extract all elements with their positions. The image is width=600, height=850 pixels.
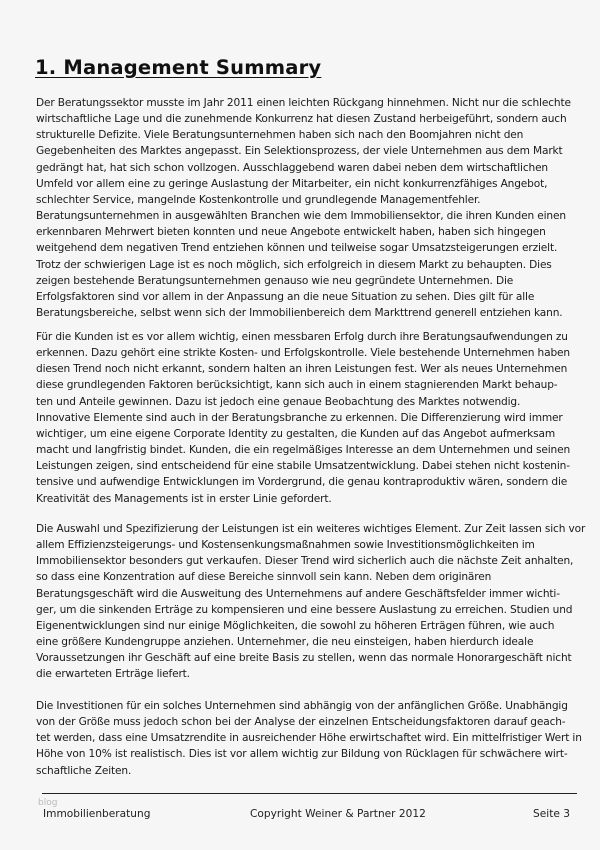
text-line: Für die Kunden ist es vor allem wichtig, einen messbaren Erfolg durch ihre Beratungsaufwendungen zu — [36, 331, 568, 343]
text-line: gedrängt hat, hat sich schon vollzogen. Ausschlaggebend waren dabei neben dem wirtschaftlichen — [36, 161, 548, 174]
text-line: von der Größe muss jedoch schon bei der Analyse der einzelnen Entscheidungsfaktoren darauf geach- — [36, 716, 566, 729]
text-line: eine größere Kundengruppe anziehen. Unternehmer, die neu einsteigen, haben hierdurch ideale — [36, 636, 534, 649]
text-line: Leistungen zeigen, sind entscheidend für eine stabile Umsatzentwicklung. Dabei stehen nicht kostenin- — [36, 460, 570, 473]
text-line: Innovative Elemente sind auch in der Beratungsbranche zu erkennen. Die Differenzierung wird immer — [36, 411, 563, 424]
text-line: strukturelle Defizite. Viele Beratungsunternehmen haben sich nach den Boomjahren nicht den — [36, 129, 524, 142]
text-line: Höhe von 10% ist realistisch. Dies ist vor allem wichtig zur Bildung von Rücklagen für schwächere wirt- — [36, 748, 568, 761]
text-line: erkennbaren Mehrwert bieten konnten und neue Angebote entwickelt haben, haben sich hingegen — [36, 226, 546, 239]
text-line: Beratungsbereiche, selbst wenn sich der Immobilienbereich dem Markttrend generell entziehen kann. — [36, 307, 563, 320]
footer-left: Immobilienberatung — [43, 808, 151, 820]
paragraph — [36, 521, 586, 683]
footer-divider — [42, 793, 577, 794]
text-line: zeigen bestehende Beratungsunternehmen genauso wie neu gegründete Unternehmen. Die — [36, 274, 514, 287]
text-line: Immobiliensektor besonders gut verkaufen. Dieser Trend wird sicherlich auch die nächste Zeit anhalten, — [36, 555, 574, 568]
text-line: so dass eine Konzentration auf diese Bereiche sinnvoll sein kann. Neben dem originären — [36, 571, 492, 584]
text-line: Beratungsgeschäft wird die Ausweitung des Unternehmens auf andere Geschäftsfelder immer wichti- — [36, 587, 560, 600]
footer-page-number: Seite 3 — [533, 808, 570, 820]
text-line: diese grundlegenden Faktoren berücksichtigt, kann sich auch in einem stagnierenden Markt behaup- — [36, 379, 558, 392]
text-line: ten und Anteile gewinnen. Dazu ist jedoch eine genaue Beobachtung des Marktes notwendig. — [36, 395, 521, 408]
footer-copyright: Copyright Weiner & Partner 2012 — [250, 808, 426, 820]
text-line: ger, um die sinkenden Erträge zu kompensieren und eine bessere Auslastung zu erreichen. Studien und — [36, 603, 573, 616]
text-line: Der Beratungssektor musste im Jahr 2011 einen leichten Rückgang hinnehmen. Nicht nur die schlechte — [36, 97, 571, 109]
text-line: weitgehend dem negativen Trend entziehen können und teilweise sogar Umsatzsteigerungen erzielt. — [36, 242, 558, 255]
text-line: die erwarteten Erträge liefert. — [36, 668, 190, 681]
text-line: allem Effizienzsteigerungs- und Kostensenkungsmaßnahmen sowie Investitionsmöglichkeiten im — [36, 539, 535, 552]
paragraph — [36, 329, 581, 507]
text-line: Voraussetzungen ihr Geschäft auf eine breite Basis zu stellen, wenn das normale Honorargeschäft nicht — [36, 652, 572, 665]
text-line: wichtiger, um eine eigene Corporate Identity zu gestalten, die Kunden auf das Angebot aufmerksam — [36, 427, 556, 440]
text-line: diesen Trend noch nicht erkannt, sondern halten an ihren Leistungen fest. Wer als neues Unternehmen — [36, 363, 568, 376]
text-line: macht und langfristig bindet. Kunden, die ein regelmäßiges Interesse an dem Unternehmen und seinen — [36, 444, 571, 457]
paragraph — [36, 95, 581, 321]
text-line: schlechter Service, mangelnde Kostenkontrolle und grundlegende Managementfehler. — [36, 193, 481, 206]
paragraph — [36, 698, 581, 779]
text-line: Erfolgsfaktoren sind vor allem in der Anpassung an die neue Situation zu sehen. Dies gilt für alle — [36, 290, 535, 303]
text-line: Kreativität des Managements ist in erster Linie gefordert. — [36, 492, 332, 505]
text-line: tet werden, dass eine Umsatzrendite in ausreichender Höhe erwirtschaftet wird. Ein mittelfristiger Wert in — [36, 732, 582, 745]
text-line: Trotz der schwierigen Lage ist es noch möglich, sich erfolgreich in diesem Markt zu behaupten. Dies — [36, 258, 552, 271]
text-line: tensive und aufwendige Entwicklungen im Vordergrund, die genau kontraproduktiv wären, sondern die — [36, 476, 568, 489]
text-line: Gegebenheiten des Marktes angepasst. Ein Selektionsprozess, der viele Unternehmen aus dem Markt — [36, 145, 563, 158]
text-line: Eigenentwicklungen sind nur einige Möglichkeiten, die sowohl zu höheren Erträgen führen, wie auch — [36, 619, 555, 632]
text-line: Die Auswahl und Spezifizierung der Leistungen ist ein weiteres wichtiges Element. Zur Zeit lassen sich vor — [36, 523, 586, 535]
text-line: wirtschaftliche Lage und die zunehmende Konkurrenz hat diesen Zustand herbeigeführt, sondern auch — [36, 113, 567, 126]
text-line: erkennen. Dazu gehört eine strikte Kosten- und Erfolgskontrolle. Viele bestehende Unternehmen haben — [36, 347, 570, 360]
text-line: Beratungsunternehmen in ausgewählten Branchen wie dem Immobiliensektor, die ihren Kunden einen — [36, 210, 566, 223]
page-heading: 1. Management Summary — [35, 56, 322, 79]
watermark: blog — [38, 798, 58, 808]
text-line: schaftliche Zeiten. — [36, 764, 132, 777]
text-line: Die Investitionen für ein solches Unternehmen sind abhängig von der anfänglichen Größe. Unabhängig — [36, 700, 568, 712]
text-line: Umfeld vor allem eine zu geringe Auslastung der Mitarbeiter, ein nicht konkurrenzfähiges Angebot, — [36, 177, 548, 190]
